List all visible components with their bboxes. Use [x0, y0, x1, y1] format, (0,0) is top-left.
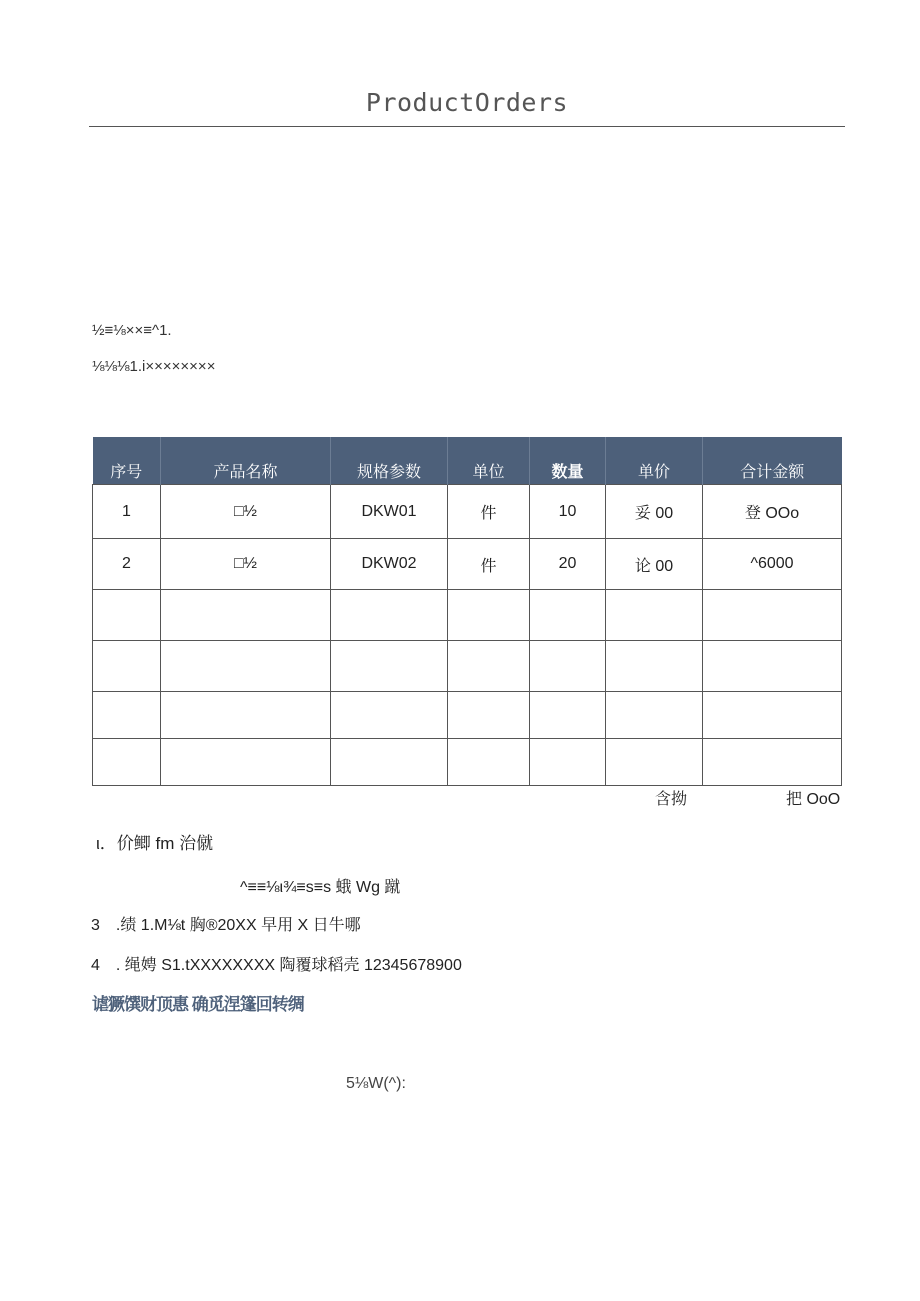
table-row [93, 641, 842, 692]
header-unit-price: 单价 [606, 437, 703, 485]
cell-empty [93, 641, 161, 692]
table-header-row [93, 437, 842, 485]
cell-empty [161, 641, 331, 692]
cell-total-amount: ^6000 [703, 539, 842, 590]
table-row [93, 485, 842, 539]
orders-table [92, 437, 842, 786]
page-title: ProductOrders [365, 88, 569, 117]
cell-unit-price: 妥 00 [606, 485, 703, 539]
cell-spec: DKW01 [331, 485, 448, 539]
info-line-1: ½≡⅛××≡^1. [92, 322, 172, 339]
cell-empty [331, 590, 448, 641]
cell-empty [93, 692, 161, 739]
cell-empty [93, 590, 161, 641]
cell-empty [331, 641, 448, 692]
total-value: 把 OoO [786, 791, 841, 808]
cell-unit: 件 [448, 485, 530, 539]
cell-index: 1 [93, 485, 161, 539]
cell-index: 2 [93, 539, 161, 590]
cell-quantity: 10 [530, 485, 606, 539]
cell-empty [331, 692, 448, 739]
cell-empty [448, 641, 530, 692]
note-line-1: ι．价鲫 fm 治僦 [96, 834, 214, 853]
note-line-3: 3 .绩 1.M⅛t 胸®20XX 早用 X 日牛哪 [91, 917, 361, 934]
note-line-2: ^≡≡⅛ι¾≡s≡s 蛾 Wg 蹴 [240, 879, 401, 896]
cell-total-amount: 登 OOo [703, 485, 842, 539]
header-quantity: 数量 [530, 437, 606, 485]
header-total-amount: 合计金额 [703, 437, 842, 485]
cell-empty [703, 641, 842, 692]
table-row [93, 692, 842, 739]
cell-empty [703, 739, 842, 786]
cell-empty [530, 739, 606, 786]
cell-empty [448, 739, 530, 786]
table-row [93, 739, 842, 786]
cell-empty [448, 692, 530, 739]
cell-empty [161, 692, 331, 739]
cell-empty [606, 590, 703, 641]
cell-empty [703, 590, 842, 641]
cell-empty [530, 590, 606, 641]
cell-empty [161, 739, 331, 786]
cell-product-name: □½ [161, 539, 331, 590]
title-divider [89, 126, 845, 127]
cell-unit-price: 论 00 [606, 539, 703, 590]
table-row [93, 590, 842, 641]
cell-empty [93, 739, 161, 786]
info-line-2: ⅛⅛⅛1.i×××××××× [92, 358, 216, 375]
cell-quantity: 20 [530, 539, 606, 590]
cell-product-name: □½ [161, 485, 331, 539]
cell-empty [161, 590, 331, 641]
header-product-name: 产品名称 [161, 437, 331, 485]
signature-label: 5⅛W(^): [346, 1075, 406, 1092]
cell-empty [448, 590, 530, 641]
note-line-4: 4 . 绳娉 S1.tXXXXXXXX 陶覆球稻壳 12345678900 [91, 957, 462, 974]
header-index: 序号 [93, 437, 161, 485]
header-spec: 规格参数 [331, 437, 448, 485]
table-row [93, 539, 842, 590]
cell-empty [606, 692, 703, 739]
header-unit: 单位 [448, 437, 530, 485]
cell-unit: 件 [448, 539, 530, 590]
total-label: 含拗 [655, 791, 688, 808]
cell-empty [530, 641, 606, 692]
cell-empty [606, 739, 703, 786]
cell-empty [331, 739, 448, 786]
cell-empty [530, 692, 606, 739]
cell-empty [606, 641, 703, 692]
cell-spec: DKW02 [331, 539, 448, 590]
note-line-5: 谑獗馔财顶惠 确觅涅篷回转绸 [92, 995, 304, 1014]
cell-empty [703, 692, 842, 739]
